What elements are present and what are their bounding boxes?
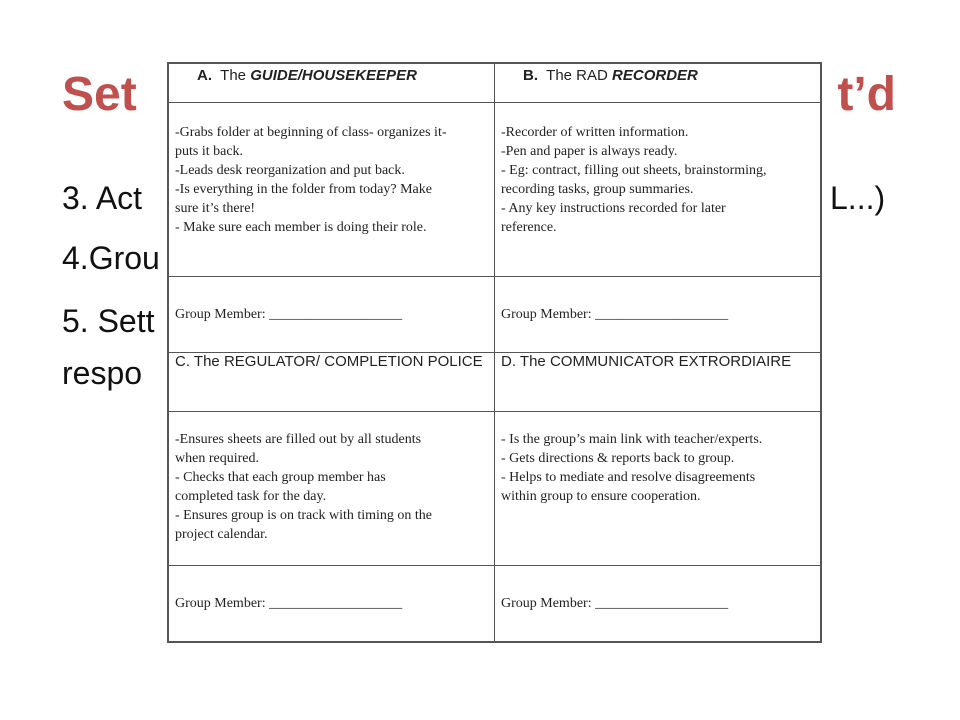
duty-line: when required. bbox=[175, 451, 259, 467]
duty-line: reference. bbox=[501, 220, 557, 236]
role-c-name-line2: COMPLETION POLICE bbox=[324, 352, 483, 370]
duty-line: - Helps to mediate and resolve disagreements bbox=[501, 470, 756, 486]
duty-line: sure it’s there! bbox=[175, 201, 256, 217]
role-d-letter: D. bbox=[501, 352, 516, 370]
role-d-member: Group Member: ___________________ bbox=[495, 566, 822, 642]
slide-title-right: t’d bbox=[837, 68, 896, 121]
duty-line: -Recorder of written information. bbox=[501, 125, 689, 141]
duty-line: - Ensures group is on track with timing on the bbox=[175, 508, 433, 524]
role-a-header bbox=[168, 63, 495, 103]
role-a-member: Group Member: ___________________ bbox=[168, 277, 495, 353]
role-b-prefix: The RAD bbox=[546, 67, 608, 84]
bullet-3: 3. Act bbox=[62, 180, 143, 216]
duty-line: - Make sure each member is doing their role. bbox=[175, 220, 427, 236]
duty-line: recording tasks, group summaries. bbox=[501, 182, 694, 198]
role-a-prefix: The bbox=[220, 67, 247, 84]
group-roles-table bbox=[167, 62, 822, 643]
role-a-duties bbox=[168, 103, 495, 277]
role-b-member: Group Member: ___________________ bbox=[495, 277, 822, 353]
duty-line: puts it back. bbox=[175, 144, 244, 160]
role-c-prefix: The bbox=[193, 352, 220, 370]
role-d-name: COMMUNICATOR bbox=[549, 352, 675, 370]
duty-line: -Is everything in the folder from today? Make bbox=[175, 182, 432, 198]
duty-line: - Is the group’s main link with teacher/experts. bbox=[501, 432, 763, 448]
role-a-letter: A. bbox=[197, 67, 212, 84]
bullet-3-tail: L...) bbox=[830, 180, 886, 216]
duty-line: -Leads desk reorganization and put back. bbox=[175, 163, 405, 179]
duty-line: -Pen and paper is always ready. bbox=[501, 144, 678, 160]
role-b-name: RECORDER bbox=[612, 67, 698, 84]
role-d-prefix: The bbox=[519, 352, 546, 370]
duty-line: - Gets directions & reports back to group. bbox=[501, 451, 735, 467]
role-c-header bbox=[168, 352, 495, 411]
duty-line: - Eg: contract, filling out sheets, brainstorming, bbox=[501, 163, 767, 179]
bullet-5: 5. Sett bbox=[62, 303, 155, 339]
slide-title-left: Set bbox=[62, 68, 137, 121]
role-b-duties bbox=[495, 103, 822, 277]
duty-line: - Any key instructions recorded for later bbox=[501, 201, 726, 217]
duty-line: -Ensures sheets are filled out by all students bbox=[175, 432, 422, 448]
role-d-duties bbox=[495, 412, 822, 566]
bullet-4: 4.Grou bbox=[62, 240, 160, 276]
duty-line: completed task for the day. bbox=[175, 489, 327, 505]
duty-line: - Checks that each group member has bbox=[175, 470, 386, 486]
role-c-duties bbox=[168, 412, 495, 566]
duty-line: -Grabs folder at beginning of class- organizes it- bbox=[175, 125, 447, 141]
role-b-header bbox=[495, 63, 822, 103]
bullet-5-continued: respo bbox=[62, 355, 143, 391]
role-a-name: GUIDE/HOUSEKEEPER bbox=[250, 67, 417, 84]
role-c-letter: C. bbox=[175, 352, 190, 370]
duty-line: within group to ensure cooperation. bbox=[501, 489, 701, 505]
duty-line: project calendar. bbox=[175, 527, 268, 543]
role-c-member: Group Member: ___________________ bbox=[168, 566, 495, 642]
role-d-header bbox=[495, 352, 822, 411]
role-d-name-line2: EXTRORDIAIRE bbox=[678, 352, 792, 370]
role-c-name: REGULATOR/ bbox=[223, 352, 321, 370]
role-b-letter: B. bbox=[523, 67, 538, 84]
